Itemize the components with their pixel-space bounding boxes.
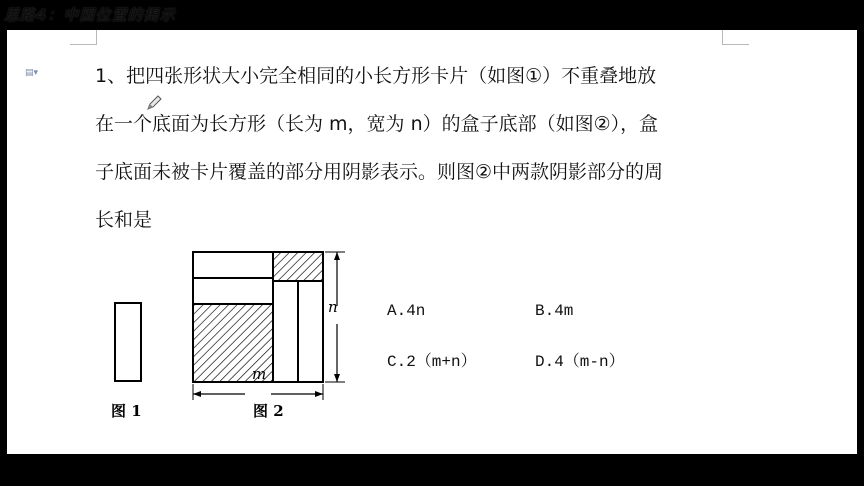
option-b: B.4m [535, 302, 574, 320]
question-line: 长和是 [95, 209, 153, 231]
option-d: D.4（m-n） [535, 353, 625, 371]
card-horizontal [193, 278, 273, 304]
option-c: C.2（m+n） [387, 353, 477, 371]
margin-corner-mark-left [70, 30, 97, 45]
figure-2-box [187, 244, 357, 402]
card-vertical [298, 281, 323, 382]
figure-2-caption: 图 2 [253, 402, 284, 420]
pencil-cursor-icon [145, 94, 163, 112]
margin-corner-mark-right [722, 30, 749, 45]
option-a: A.4n [387, 302, 426, 320]
dimension-label-m: m [252, 365, 267, 383]
card-vertical [273, 281, 298, 382]
shaded-region-top-right [273, 252, 323, 281]
question-line: 子底面未被卡片覆盖的部分用阴影表示。则图②中两款阴影部分的周 [95, 161, 664, 183]
figure-1-caption: 图 1 [111, 402, 142, 420]
question-line: 在一个底面为长方形（长为 m，宽为 n）的盒子底部（如图②），盒 [95, 113, 659, 135]
paragraph-doc-icon: ▤▾ [25, 68, 39, 78]
card-horizontal [193, 252, 273, 278]
question-line: 1、把四张形状大小完全相同的小长方形卡片（如图①）不重叠地放 [95, 65, 657, 87]
figure-1-rectangle [107, 300, 147, 386]
dimension-label-n: n [328, 298, 338, 316]
video-title-overlay: 思路4：中国位置的揭示 [4, 6, 176, 24]
question-text [95, 60, 735, 252]
document-page [7, 30, 857, 454]
